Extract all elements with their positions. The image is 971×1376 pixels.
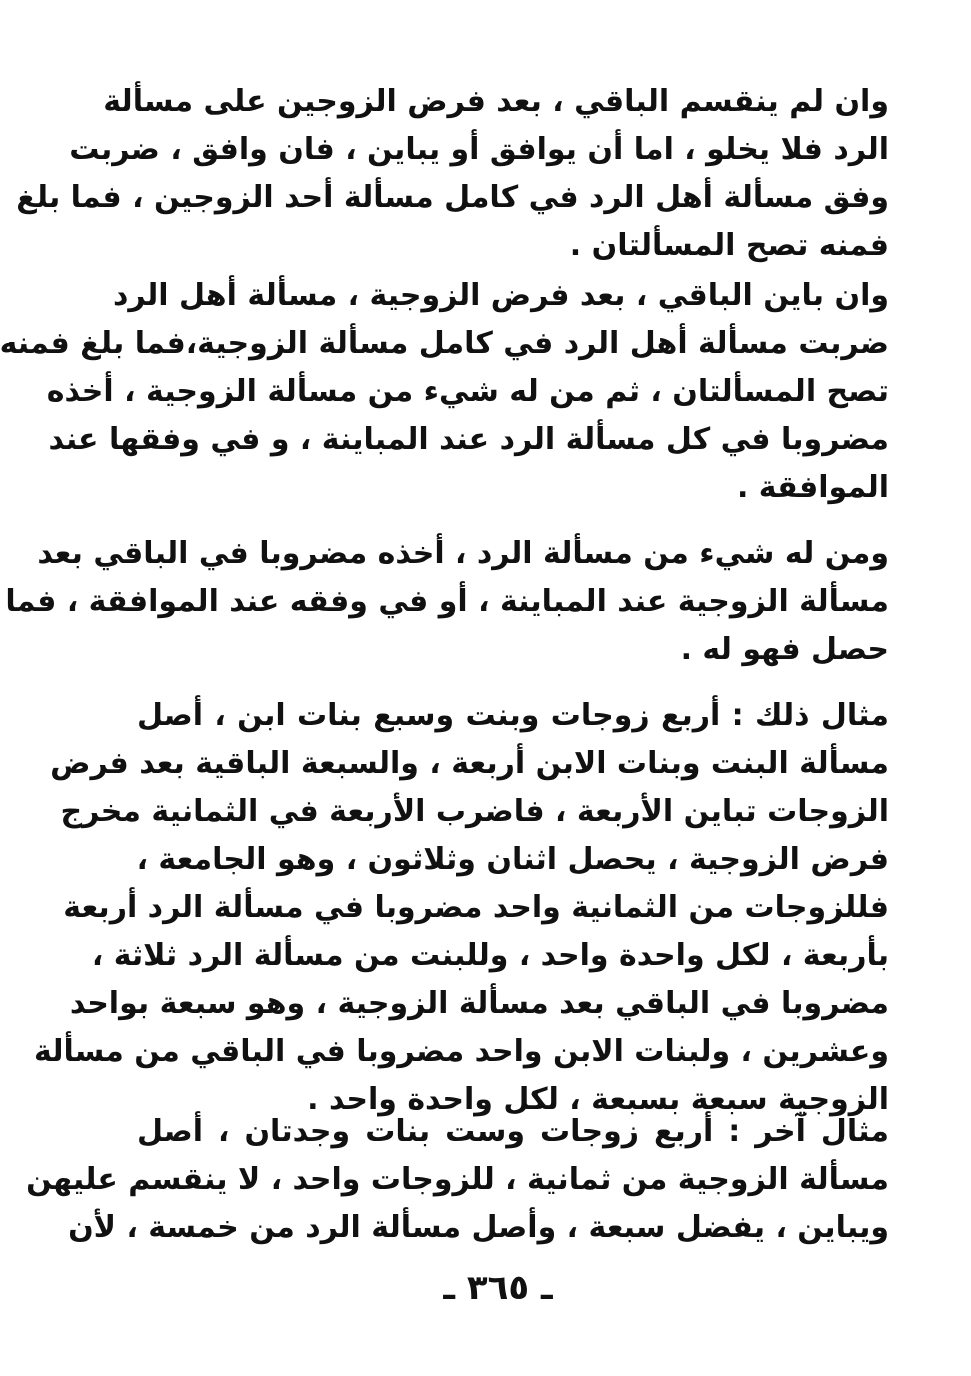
text-line: الموافقة . xyxy=(736,470,889,505)
paragraph-3 xyxy=(5,530,889,674)
paragraph-1 xyxy=(16,78,889,270)
paragraph-5 xyxy=(26,1108,889,1252)
page-number-text: ـ ٣٦٥ ـ xyxy=(443,1268,553,1308)
text-line: فرض الزوجية ، يحصل اثنان وثلاثون ، وهو الجامعة ، xyxy=(136,842,889,877)
paragraph-2 xyxy=(0,272,889,512)
text-line: ومن له شيء من مسألة الرد ، أخذه مضروبا في الباقي بعد xyxy=(37,536,889,571)
text-line: وان باين الباقي ، بعد فرض الزوجية ، مسألة أهل الرد xyxy=(112,278,889,313)
text-line: الزوجات تباين الأربعة ، فاضرب الأربعة في الثمانية مخرج xyxy=(60,794,889,829)
text-line: مضروبا في كل مسألة الرد عند المباينة ، و في وفقها عند xyxy=(48,422,889,457)
text-line: بأربعة ، لكل واحدة واحد ، وللبنت من مسألة الرد ثلاثة ، xyxy=(91,938,889,973)
text-line: الرد فلا يخلو ، اما أن يوافق أو يباين ، فان وافق ، ضربت xyxy=(69,132,889,167)
text-line: حصل فهو له . xyxy=(680,632,889,667)
text-line: الزوجية سبعة بسبعة ، لكل واحدة واحد . xyxy=(307,1082,889,1117)
text-line: مثال ذلك : أربع زوجات وبنت وسبع بنات ابن ، أصل xyxy=(137,698,889,733)
paragraph-4 xyxy=(34,692,889,1124)
text-line: مسألة الزوجية من ثمانية ، للزوجات واحد ، لا ينقسم عليهن xyxy=(26,1162,889,1197)
text-line: مضروبا في الباقي بعد مسألة الزوجية ، وهو سبعة بواحد xyxy=(69,986,889,1021)
text-line: ضربت مسألة أهل الرد في كامل مسألة الزوجية،فما بلغ فمنه xyxy=(0,326,889,361)
text-line: مثال آخر : أربع زوجات وست بنات وجدتان ، أصل xyxy=(137,1114,889,1149)
text-line: ويباين ، يفضل سبعة ، وأصل مسألة الرد من خمسة ، لأن xyxy=(68,1210,889,1245)
text-line: وعشرين ، ولبنات الابن واحد مضروبا في الباقي من مسألة xyxy=(34,1034,889,1069)
text-line: وان لم ينقسم الباقي ، بعد فرض الزوجين على مسألة xyxy=(103,84,889,119)
text-line: مسألة الزوجية عند المباينة ، أو في وفقه عند الموافقة ، فما xyxy=(5,584,889,619)
text-line: وفق مسألة أهل الرد في كامل مسألة أحد الزوجين ، فما بلغ xyxy=(16,180,889,215)
page-number xyxy=(25,1268,971,1308)
text-line: فللزوجات من الثمانية واحد مضروبا في مسألة الرد أربعة xyxy=(63,890,889,925)
text-line: مسألة البنت وبنات الابن أربعة ، والسبعة الباقية بعد فرض xyxy=(50,746,889,781)
text-line: فمنه تصح المسألتان . xyxy=(569,228,889,263)
text-line: تصح المسألتان ، ثم من له شيء من مسألة الزوجية ، أخذه xyxy=(46,374,889,409)
